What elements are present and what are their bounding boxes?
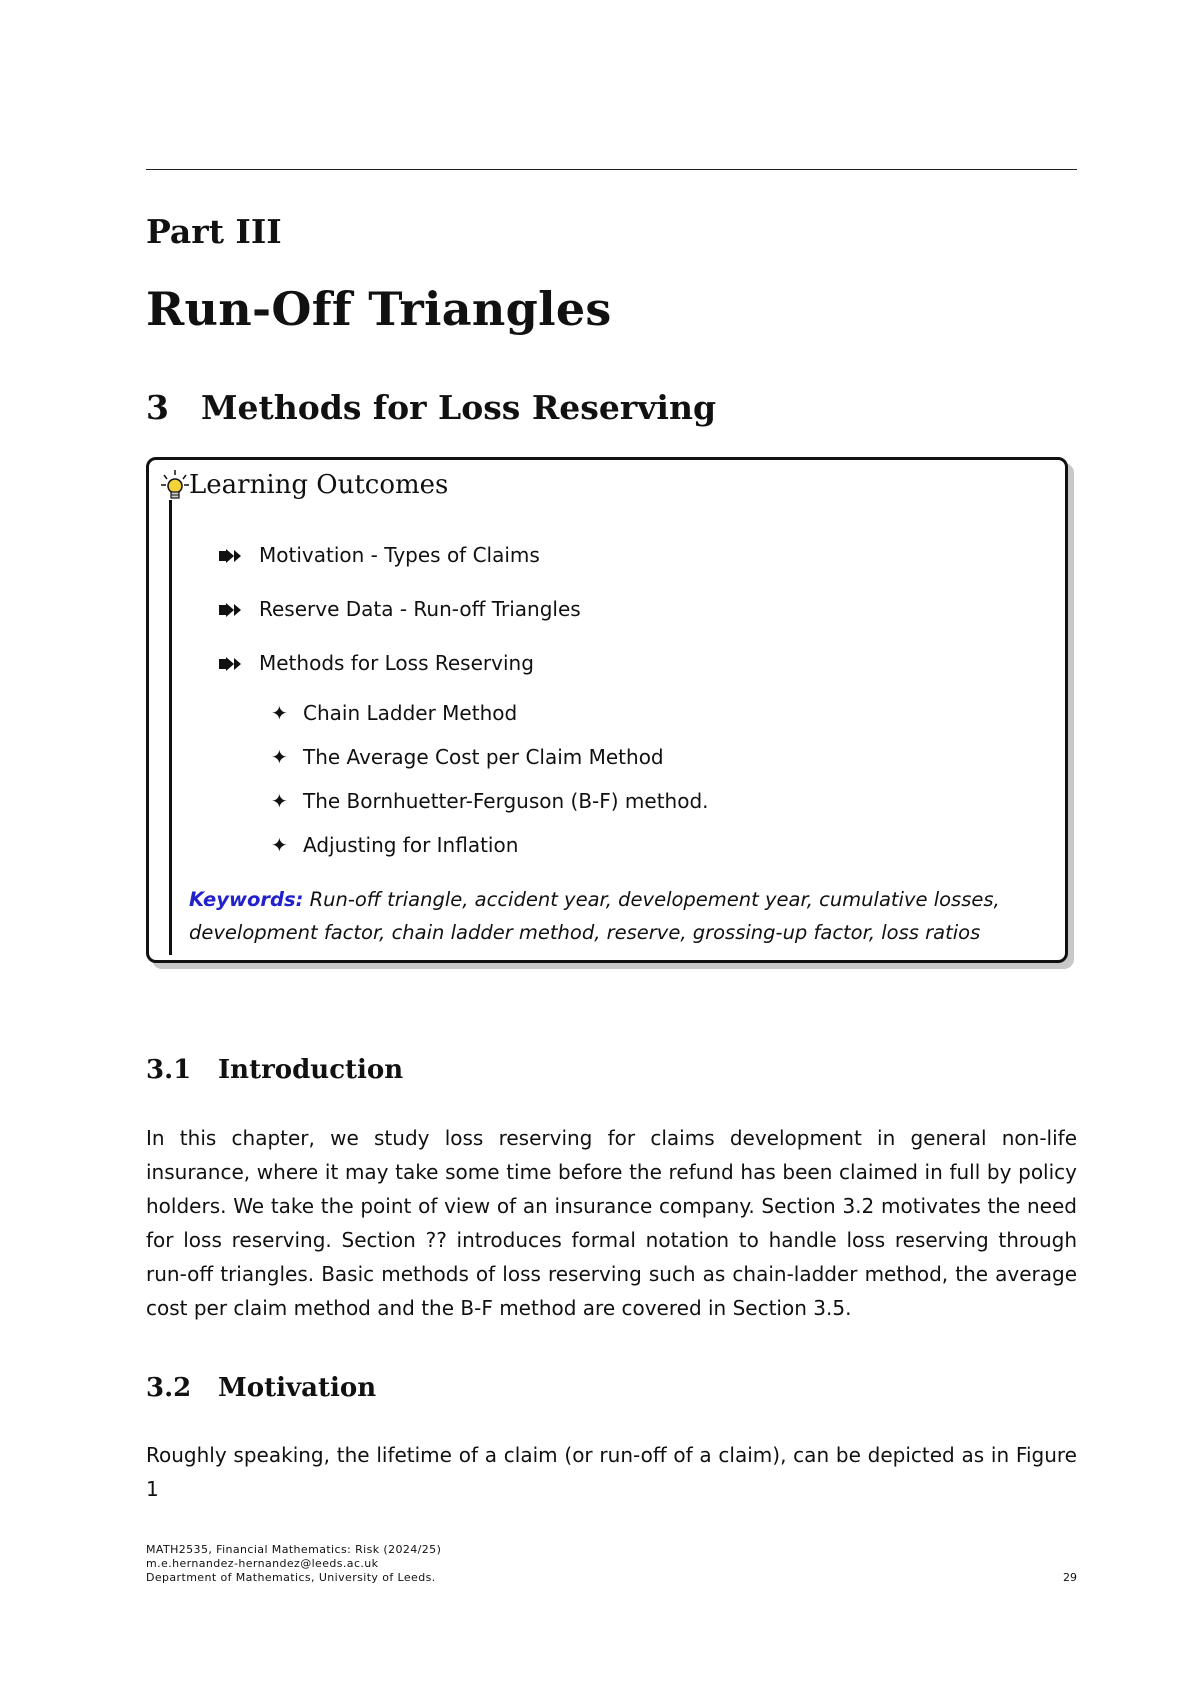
part-title: Run-Off Triangles xyxy=(146,282,612,336)
keywords-text: Run-off triangle, accident year, developement year, cumulative losses, development factor, chain ladder method, reserve, grossing-up factor, loss ratios xyxy=(189,888,1000,944)
list-item xyxy=(219,648,581,702)
method-text: The Bornhuetter-Ferguson (B-F) method. xyxy=(303,789,709,813)
subsection-number: 3.2 xyxy=(146,1373,192,1403)
keywords-label: Keywords: xyxy=(189,888,304,911)
footer-department: Department of Mathematics, University of Leeds. xyxy=(146,1571,436,1584)
list-item xyxy=(271,830,709,874)
footer-course: MATH2535, Financial Mathematics: Risk (2024/25) xyxy=(146,1543,442,1556)
box-title: Learning Outcomes xyxy=(189,470,449,500)
methods-sublist xyxy=(271,698,709,874)
outcome-text: Motivation - Types of Claims xyxy=(259,543,540,567)
method-text: The Average Cost per Claim Method xyxy=(303,745,664,769)
method-text: Adjusting for Inflation xyxy=(303,833,519,857)
list-item xyxy=(219,540,581,594)
outcome-text: Reserve Data - Run-off Triangles xyxy=(259,597,581,621)
list-item xyxy=(271,786,709,830)
body-paragraph: Roughly speaking, the lifetime of a claim (or run-off of a claim), can be depicted as in Figure 1 xyxy=(146,1443,1077,1501)
keywords-paragraph xyxy=(189,883,1057,949)
learning-outcomes-box xyxy=(146,457,1068,963)
page-footer xyxy=(146,1543,441,1585)
section-number: 3 xyxy=(146,388,169,427)
list-item xyxy=(271,698,709,742)
box-left-bar xyxy=(169,500,172,955)
page-number: 29 xyxy=(1063,1571,1077,1584)
list-item xyxy=(219,594,581,648)
star-bullet-icon: ✦ xyxy=(271,789,288,813)
method-text: Chain Ladder Method xyxy=(303,701,518,725)
star-bullet-icon: ✦ xyxy=(271,833,288,857)
subsection-title: Introduction xyxy=(218,1055,404,1085)
outcomes-list xyxy=(219,540,581,702)
subsection-title: Motivation xyxy=(218,1373,377,1403)
top-rule xyxy=(146,169,1077,170)
part-label: Part III xyxy=(146,212,282,251)
subsection-heading xyxy=(146,1055,403,1085)
subsection-heading xyxy=(146,1373,376,1403)
outcome-text: Methods for Loss Reserving xyxy=(259,651,534,675)
section-heading xyxy=(146,388,716,427)
lightbulb-icon xyxy=(161,470,189,504)
subsection-number: 3.1 xyxy=(146,1055,192,1085)
arrow-bullet-icon xyxy=(219,603,245,617)
star-bullet-icon: ✦ xyxy=(271,701,288,725)
footer-email: m.e.hernandez-hernandez@leeds.ac.uk xyxy=(146,1557,379,1570)
arrow-bullet-icon xyxy=(219,657,245,671)
body-paragraph: In this chapter, we study loss reserving for claims development in general non-life insurance, where it may take some time before the refund has been claimed in full by policy holders. We take the point of view of an insurance company. Section 3.2 motivates the need for loss reserving. Section ?? introduces formal notation to handle loss reserving through run-off triangles. Basic methods of loss reserving such as chain-ladder method, the average cost per claim method and the B-F method are covered in Section 3.5. xyxy=(146,1126,1077,1320)
section-title: Methods for Loss Reserving xyxy=(201,388,717,427)
star-bullet-icon: ✦ xyxy=(271,745,288,769)
list-item xyxy=(271,742,709,786)
arrow-bullet-icon xyxy=(219,549,245,563)
